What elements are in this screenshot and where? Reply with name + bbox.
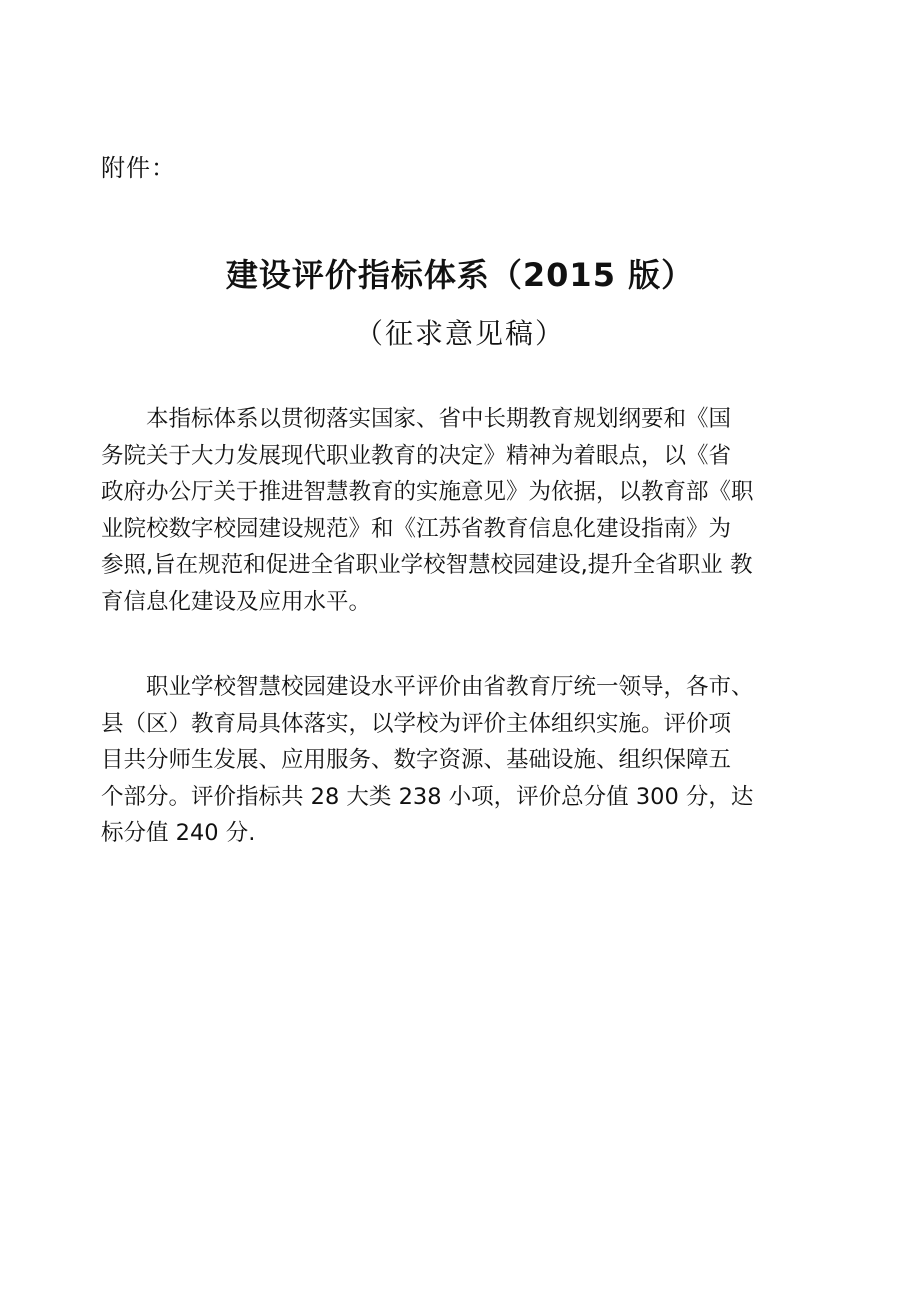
paragraph-line: 本指标体系以贯彻落实国家、省中长期教育规划纲要和《国 — [101, 406, 732, 432]
paragraph-line: 职业学校智慧校园建设水平评价由省教育厅统一领导，各市、 — [101, 674, 754, 700]
paragraph-line: 业院校数字校园建设规范》和《江苏省教育信息化建设指南》为 — [101, 515, 732, 542]
paragraph-line: 标分值 240 分. — [101, 820, 256, 847]
paragraph-line: 县（区）教育局具体落实，以学校为评价主体组织实施。评价项 — [101, 710, 732, 737]
attachment-label: 附件： — [101, 154, 176, 182]
paragraph-line: 目共分师生发展、应用服务、数字资源、基础设施、组织保障五 — [101, 747, 732, 774]
document-subtitle: （征求意见稿） — [354, 317, 565, 350]
paragraph-line: 务院关于大力发展现代职业教育的决定》精神为着眼点，以《省 — [101, 442, 732, 469]
paragraph-evaluation — [101, 669, 841, 852]
paragraph-line: 育信息化建设及应用水平。 — [101, 588, 372, 615]
paragraph-line: 政府办公厅关于推进智慧教育的实施意见》为依据，以教育部《职 — [101, 479, 754, 506]
document-title: 建设评价指标体系（2015 版） — [225, 256, 695, 294]
paragraph-intro — [101, 401, 841, 621]
paragraph-line: 参照,旨在规范和促进全省职业学校智慧校园建设,提升全省职业 教 — [101, 552, 753, 579]
paragraph-line: 个部分。评价指标共 28 大类 238 小项，评价总分值 300 分，达 — [101, 783, 754, 810]
